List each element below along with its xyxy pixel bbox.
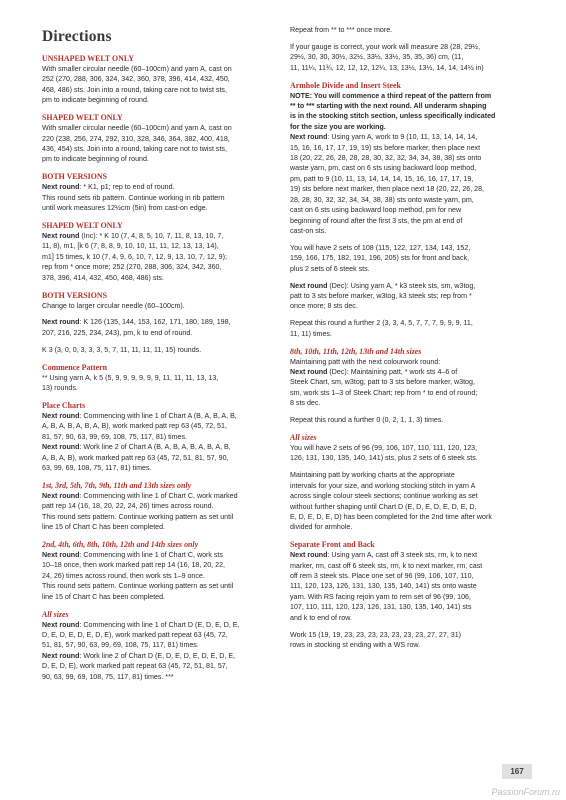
page-number: 167 [510,767,524,776]
section-text-block [290,630,530,651]
section-all-sizes [42,609,277,682]
section-shaped-welt [42,112,277,165]
section-note: NOTE: You will commence a third repeat of the pattern from ** to *** starting with the next round. All underarm shaping is in the stocking stitch section, unless specifically indicated for the size you are working. [290,91,496,131]
section-commence-pattern [42,362,277,394]
section-text-block [290,281,530,312]
section-text: If your gauge is correct, your work will measure 28 (28, 29½, 29½, 30, 30, 30½, 32½, 33½, 33½, 35, 35, 36) cm, (11, 11, 11¼, 11¾, 12, 12, 12, 12¼, 13, 13½, 13½, 14, 14, 14½ in) [290,42,484,72]
next-round-label: Next round [42,231,80,240]
section-text: Maintaining patt with the next colourwork round: [290,357,441,366]
next-round-label: Next round [290,133,328,142]
section-text-block [290,415,530,425]
section-even-sizes [42,539,277,602]
section-text-block [290,318,530,339]
section-text: Next round: K 126 (135, 144, 153, 162, 171, 180, 189, 198, 207, 216, 225, 234, 243), pm, k to end of round. [42,318,231,337]
next-round-label: Next round [42,491,80,500]
section-text: Next round: Using yarn A, work to 9 (10, 11, 13, 14, 14, 14, 15, 16, 16, 17, 17, 19, 19) sts before marker, then place next 18 (20, 22, 26, 28, 28, 28, 30, 32, 32, 34, 34, 38, 38) sts onto waste yarn, pm, cast on 6 sts using backward loop method, pm, patt to 9 (10, 11, 13, 14, 14, 14, 15, 16, 16, 17, 17, 19, 19) sts before next marker, then place next 18 (20, 22, 26, 28, 28, 28, 30, 32, 32, 34, 34, 38, 38) sts onto waste yarn, pm, cast on 6 sts using backward loop method, pm for new beginning of round after the first 3 sts, the pm at end of cast-on sts. [290,133,485,235]
section-text: Work 15 (19, 19, 23, 23, 23, 23, 23, 23, 23, 27, 27, 31) rows in stocking st ending with a WS row. [290,630,462,649]
section-heading: Place Charts [42,400,86,410]
section-text: Next round: Work line 2 of Chart D (E, D, E, D, E, D, E, D, E, D, E, D, E), work marked patt repeat 63 (45, 72, 51, 81, 57, 90, 63, 99, 69, 108, 75, 117, 81) times. *** [42,651,236,681]
section-text: Next round: * K1, p1; rep to end of round. This round sets rib pattern. Continue working in rib pattern until work measures 12½cm (5in) from cast-on edge. [42,183,225,213]
next-round-label: Next round [42,620,80,629]
page-title: Directions [42,28,112,45]
section-text: ** Using yarn A, k 5 (5, 9, 9, 9, 9, 9, 9, 11, 11, 11, 13, 13, 13) rounds. [42,373,219,393]
section-text: K 3 (3, 0, 0, 3, 3, 3, 5, 7, 11, 11, 11, 11, 15) rounds. [42,345,202,354]
section-both-versions-rib [42,171,277,213]
section-text: With smaller circular needle (60–100cm) and yarn A, cast on 220 (238, 256, 274, 292, 310, 328, 346, 364, 382, 400, 418, 436, 454) sts. Join into a round, taking care not to twist sts, pm to indicate beginning of round. [42,124,232,164]
left-column [42,28,277,688]
section-place-charts [42,400,277,473]
section-heading: 2nd, 4th, 6th, 8th, 10th, 12th and 14th sizes only [42,540,199,549]
section-heading: 1st, 3rd, 5th, 7th, 9th, 11th and 13th sizes only [42,480,192,490]
section-text: Next round (Dec): Using yarn A, * k3 steek sts, sm, w3tog, patt to 3 sts before marker, w3tog, k3 steek sts; rep from * once more; 8 sts dec. [290,281,476,311]
section-text: Next round (Dec): Maintaining patt, * work sts 4–6 of Steek Chart, sm, w3tog, patt to 3 sts before marker, w3tog, sm, work sts 1–3 of Steek Chart; rep from * to end of round; 8 sts dec. [290,367,478,408]
section-heading: SHAPED WELT ONLY [42,220,123,230]
section-text: Next round: Commencing with line 1 of Chart D (E, D, E, D, E, D, E, D, E, D, E, D, E), work marked patt repeat 63 (45, 72, 51, 81, 57, 90, 63, 99, 69, 108, 75, 117, 81) times. [42,620,240,650]
section-odd-sizes [42,480,277,533]
section-text-block [290,243,530,274]
section-heading: All sizes [42,609,69,619]
section-text: You will have 2 sets of 108 (115, 122, 127, 134, 143, 152, 159, 166, 175, 182, 191, 196, 205) sts for front and back, plus 2 sets of 6 steek sts. [290,243,471,273]
section-text: Next round: Using yarn A, cast off 3 steek sts, rm, k to next marker, rm, cast off 6 steek sts, rm, k to next marker, rm, cast off rem 3 steek sts. Place one set of 96 (99, 106, 107, 110, 111, 120, 123, 126, 131, 130, 135, 140, 141) sts onto waste yarn. With RS facing rejoin yarn to rem set of 96 (99, 106, 107, 110, 111, 120, 123, 126, 131, 130, 135, 140, 141) sts and k to end of row. [290,551,483,622]
section-text: Maintaining patt by working charts at the appropriate intervals for your size, and working stocking stitch in yarn A across single colour steek sections; continue working as set without further shaping until Chart D (E, D, E, D, E, D, E, D, E, D, E, D, E, D) has been completed for the 2nd time after work divided for armhole. [290,471,492,532]
section-all-sizes-right [290,432,530,464]
section-heading: UNSHAPED WELT ONLY [42,54,135,63]
section-text: Next round: Commencing with line 1 of Chart C, work sts 10–18 once, then work marked patt rep 14 (16, 18, 20, 22, 24, 26) times across round, then work sts 1–9 once. This round sets pattern. Continue working pattern as set until line 15 of Chart C has been completed. [42,551,234,601]
section-armhole-divide [290,80,530,237]
section-text: Next round: Commencing with line 1 of Chart C, work marked patt rep 14 (16, 18, 20, 22, 24, 26) times across round. This round sets pattern. Continue working pattern as set until line 15 of Chart C has been completed. [42,491,238,532]
section-text-block [290,470,530,532]
watermark: PassionForum.ru [491,787,560,797]
section-heading: Separate Front and Back [290,540,375,550]
next-round-label: Next round [290,367,328,376]
section-text: You will have 2 sets of 96 (99, 106, 107, 110, 111, 120, 123, 126, 131, 130, 135, 140, 141) sts, plus 2 sets of 6 steek sts. [290,444,478,463]
section-shaped-welt-inc [42,220,277,283]
section-text-block [42,317,277,338]
section-separate-front-back [290,539,530,623]
section-both-versions-needle [42,290,277,311]
next-round-label: Next round [42,183,80,192]
section-text: Repeat this round a further 2 (3, 3, 4, 5, 7, 7, 7, 9, 9, 9, 11, 11, 11) times. [290,319,473,338]
section-text: Change to larger circular needle (60–100cm). [42,301,185,310]
section-heading: All sizes [290,433,317,442]
section-text: Next round (Inc): * K 10 (7, 4, 8, 5, 10, 7, 11, 8, 13, 10, 7, 11, 8), m1, [k 6 (7, 8, 8, 9, 10, 10, 11, 11, 12, 13, 13, 14), m1] 15 times, k 10 (7, 4, 9, 6, 10, 7, 12, 9, 13, 10, 7, 12, 9); rep from * once more; 252 (270, 288, 306, 324, 342, 360, 378, 396, 414, 432, 450, 468, 486) sts. [42,231,227,282]
section-text-block [42,345,277,355]
section-text: Repeat from ** to *** once more. [290,26,393,34]
section-heading: SHAPED WELT ONLY [42,113,123,123]
next-round-label: Next round [42,318,80,327]
next-round-label: Next round [290,551,328,560]
section-heading: Armhole Divide and Insert Steek [290,80,401,90]
next-round-label: Next round [42,651,80,660]
right-column [290,25,530,657]
section-heading: 8th, 10th, 11th, 12th, 13th and 14th sizes [290,346,422,356]
section-heading: Commence Pattern [42,362,108,372]
section-text-block [290,25,530,35]
next-round-label: Next round [42,551,80,559]
next-round-label: Next round [42,411,80,420]
section-gauge-note [290,42,530,73]
section-larger-sizes [290,346,530,409]
section-text: Next round: Work line 2 of Chart A (B, A, B, A, B, A, B, A, B, A, B, A, B), work marked patt rep 63 (45, 72, 51, 81, 57, 90, 63, 99, 69, 108, 75, 117, 81) times. [42,443,231,472]
section-heading: BOTH VERSIONS [42,172,107,182]
section-text: Next round: Commencing with line 1 of Chart A (B, A, B, A, B, A, B, A, B, A, B, A, B), work marked patt rep 63 (45, 72, 51, 81, 57, 90, 63, 99, 69, 108, 75, 117, 81) times. [42,411,237,441]
section-text: With smaller circular needle (60–100cm) and yarn A, cast on 252 (270, 288, 306, 324, 342, 360, 378, 396, 414, 432, 450, 468, 486) sts. Join into a round, taking care not to twist sts, pm to indicate beginning of round. [42,65,232,105]
next-round-label: Next round [290,281,328,290]
section-heading: BOTH VERSIONS [42,290,107,300]
section-unshaped-welt [42,53,277,106]
next-round-label: Next round [42,443,80,452]
section-text: Repeat this round a further 0 (0, 2, 1, 1, 3) times. [290,416,444,425]
